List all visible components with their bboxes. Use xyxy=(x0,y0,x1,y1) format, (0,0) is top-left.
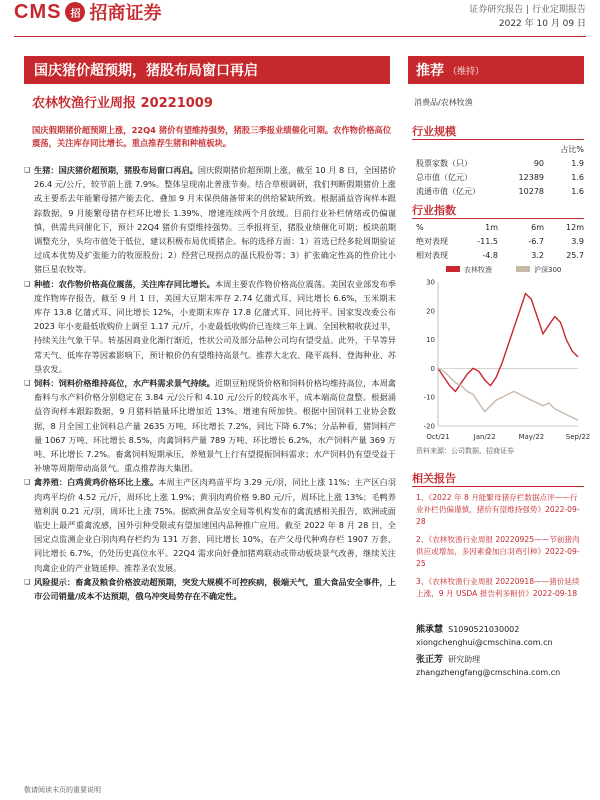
related-report[interactable]: 2、《农林牧渔行业周报 20220925——节前猪肉供应或增加，多因素叠加白羽鸡引种》2022-09-25 xyxy=(416,535,580,568)
index-title: 行业指数 xyxy=(412,204,456,217)
para-planting xyxy=(24,277,396,376)
para-text: 近期豆粕现货价格和饲料价格均维持高位，本周禽畜料与水产料价格分别稳定在 3.84 元/公斤和 4.10 元/公斤的较高水平，成本端高位盘整。根据涌益咨询样本跟踪数据，9 月猪料销量环比增加近 13%、增速有所加快。根据中国饲料工业协会数据，8 月全国工业饲料总产量 2635 万吨，环比增长 7.2%，同比下降 6.7%；分品种看，猪饲料产量 1067 万吨、环比增长 8.5%，肉禽饲料产量 789 万吨、环比增长 6.2%，水产饲料产量 369 万吨、环比增长 7.2%。畜禽饲料短期承压，养殖景气上行有望提振饲料需求；水产饲料仍有望受益于补塘等周期带动高景气。重点推荐海大集团。 xyxy=(34,378,396,474)
logo-en: CMS xyxy=(14,0,62,23)
cms-logo xyxy=(14,0,161,24)
index-key: 绝对表现 xyxy=(416,236,448,246)
x-tick-label: May/22 xyxy=(518,433,545,441)
x-tick-label: Oct/21 xyxy=(426,433,450,441)
industry-scale-title: 行业规模 xyxy=(412,125,456,138)
index-row xyxy=(416,248,584,262)
index-table xyxy=(416,220,584,262)
index-header: 12m xyxy=(566,222,584,232)
logo-cn: 招商证券 xyxy=(89,3,162,24)
scale-table xyxy=(416,142,584,198)
para-text: 国庆假期猪价超预期上涨，截至 10 月 8 日，全国猪价 26.4 元/公斤，较节前上涨 7.9%。整体呈现南北普涨节奏。结合草根调研，我们判断假期猪价上涨或主要系去年能繁母猪产能去化、叠加 9 月末保供储备带来的供给紧缺所致。根据涌益咨询样本跟踪数据，9 月能繁母猪存栏环比增长 1.39%、增速连续两个月放缓。目前行业补栏情绪或仍偏谨慎，供需共同催化下，预计 22Q4 猪价有望维持强势。三季报将至，猪股业绩催化可期；板块前期调整充分，头均市值处于低位，建议积极布局优质猪企。标的选择方面：1）首选已经多轮周期验证过成本优势及扩张能力的牧原股份；2）经营已现拐点的温氏股份等；3）扩张确定性高的性价比小猪巨星农牧等。 xyxy=(34,165,396,275)
analyst-2 xyxy=(416,652,584,677)
legend-label: 沪深300 xyxy=(534,266,562,274)
report-title: 国庆猪价超预期，猪股布局窗口再启 xyxy=(24,56,390,84)
y-tick-label: 0 xyxy=(430,364,435,373)
scale-row xyxy=(416,170,584,184)
analyst-email[interactable]: zhangzhengfang@cmschina.com.cn xyxy=(416,668,561,677)
index-header: 1m xyxy=(485,222,498,232)
index-row xyxy=(416,234,584,248)
related-title: 相关报告 xyxy=(412,472,456,485)
para-feed xyxy=(24,376,396,475)
scale-header-row xyxy=(416,142,584,156)
chart-series xyxy=(438,294,578,421)
para-poultry xyxy=(24,475,396,574)
scale-value: 90 xyxy=(533,158,544,168)
index-header-row xyxy=(416,220,584,234)
section-divider xyxy=(412,486,584,487)
index-value: 25.7 xyxy=(566,250,584,260)
para-text: 畜禽及粮食价格波动超预期，突发大规模不可控疾病，极端天气，重大食品安全事件，上市公司销量/成本不达预期，俄乌冲突局势存在不确定性。 xyxy=(34,576,396,602)
index-header: % xyxy=(416,222,424,232)
related-reports xyxy=(416,492,584,606)
para-text: 本周主要农作物价格高位震荡。美国农业部发布季度作物库存报告，截至 9 月 1 日，美国大豆期末库存 2.74 亿蒲式耳、同比增长 6.6%，玉米期末库存 13.8 亿蒲式耳、同比增长 12%，小麦期末库存 17.8 亿蒲式耳、同比持平。国家发改委公布 2023 年小麦最低收购价上调至 1.17 元/斤，小麦最低收购价已连续三年上调。全国秋粮收获过半，持续关注气象干旱。转基因商业化渐行渐近，性状公司及部分品种公司均有望受益。此外，干旱等异常天气、低库存等因素影响下，预计粮价仍有望维持高景气。推荐大北农、隆平高科、登海种业、苏垦农发。 xyxy=(34,278,396,374)
rating-banner xyxy=(408,56,584,84)
y-tick-label: 20 xyxy=(426,307,435,316)
header-divider xyxy=(14,36,586,37)
scale-value: 10278 xyxy=(518,186,544,196)
report-body xyxy=(24,163,396,603)
para-head: 风险提示： xyxy=(34,576,76,587)
logo-badge-icon: 招 xyxy=(65,2,85,22)
index-value: 3.9 xyxy=(571,236,584,246)
category: 消费品/农林牧渔 xyxy=(414,98,473,107)
para-head: 饲料：饲料价格维持高位，水产料需求景气持续。 xyxy=(34,378,216,389)
chart-legend xyxy=(446,265,561,274)
section-divider xyxy=(412,218,584,219)
index-header: 6m xyxy=(531,222,544,232)
legend-label: 农林牧渔 xyxy=(464,266,492,274)
index-value: -11.5 xyxy=(477,236,498,246)
series-line-农林牧渔 xyxy=(438,294,578,392)
y-tick-label: 10 xyxy=(426,336,435,345)
scale-key: 股票家数（只） xyxy=(416,158,472,168)
para-risk xyxy=(24,575,396,603)
rating-note: （维持） xyxy=(448,66,485,77)
scale-row xyxy=(416,156,584,170)
summary: 国庆假期猪价超预期上涨，22Q4 猪价有望维持强势，猪股三季报业绩催化可期。农作物价格高位震荡，关注库存同比增长。重点推荐生猪和种植板块。 xyxy=(32,125,392,148)
scale-pct: 1.6 xyxy=(571,172,584,182)
para-hog xyxy=(24,163,396,277)
report-subtitle: 农林牧渔行业周报 20221009 xyxy=(32,96,213,111)
y-tick-label: 30 xyxy=(426,278,435,287)
para-head: 种植：农作物价格高位震荡，关注库存同比增长。 xyxy=(34,278,216,289)
footer-note: 敬请阅读末页的重要说明 xyxy=(24,786,101,794)
analyst-role: 研究助理 xyxy=(448,655,481,664)
y-tick-label: -20 xyxy=(423,422,435,431)
analyst-name: 熊承慧 xyxy=(416,625,444,635)
index-chart-svg xyxy=(416,262,591,444)
related-report[interactable]: 1、《2022 年 8 月能繁母猪存栏数据点评——行业补栏仍偏谨慎，猪价有望维持强势》2022-09-28 xyxy=(416,493,580,526)
scale-key: 流通市值（亿元） xyxy=(416,186,480,196)
chart-source: 资料来源：公司数据、招商证券 xyxy=(416,447,514,455)
scale-header: 占比% xyxy=(560,144,584,154)
y-tick-label: -10 xyxy=(423,393,435,402)
legend-swatch xyxy=(446,266,460,272)
related-report[interactable]: 3、《农林牧渔行业周报 20220918——猪价延续上涨，9 月 USDA 报告利多粮价》2022-09-18 xyxy=(416,577,580,598)
analyst-email[interactable]: xiongchenghui@cmschina.com.cn xyxy=(416,638,553,647)
report-type: 证券研究报告 | 行业定期报告 xyxy=(469,5,586,15)
analyst-name: 张正芳 xyxy=(416,655,444,665)
scale-pct: 1.9 xyxy=(571,158,584,168)
chart-axes xyxy=(424,279,591,442)
index-value: -4.8 xyxy=(482,250,498,260)
rating-label: 推荐 xyxy=(416,63,444,79)
index-value: 3.2 xyxy=(531,250,544,260)
scale-row xyxy=(416,184,584,198)
report-date: 2022 年 10 月 09 日 xyxy=(498,19,586,29)
analyst-id: S1090521030002 xyxy=(448,625,520,634)
analyst-1 xyxy=(416,622,584,647)
legend-swatch xyxy=(516,266,530,272)
para-text: 本周主产区肉鸡苗平均 3.29 元/羽，同比上涨 11%；主产区白羽肉鸡平均价 4.52 元/斤，周环比上涨 1.9%；黄羽肉鸡价格 9.80 元/斤，周环比上涨 13%；毛鸭养殖利润 0.21 元/羽，周环比上涨 75%。据欧洲食品安全局等机构发布的禽流感相关报告，欧洲或面临史上最严重禽流感，国外引种受限或有望加速国内品种推广应用。截至 2022 年 8 月 28 日，全国定点监测企业白羽肉鸡存栏约为 131 万套、同比增长 10%，在产父母代种鸡存栏 1907 万套、同比增长 6.7%，仍处历史高位水平。22Q4 需求向好叠加猪鸡联动或带动板块景气改善，继续关注肉禽企业的产业链延伸。推荐圣农发展。 xyxy=(34,477,396,573)
index-value: -6.7 xyxy=(528,236,544,246)
para-head: 禽养殖：白鸡黄鸡价格环比上涨。 xyxy=(34,477,159,488)
index-chart xyxy=(416,262,591,444)
section-divider xyxy=(412,139,584,140)
scale-key: 总市值（亿元） xyxy=(416,172,472,182)
x-tick-label: Jan/22 xyxy=(473,433,496,441)
scale-value: 12389 xyxy=(518,172,544,182)
x-tick-label: Sep/22 xyxy=(565,433,591,441)
para-head: 生猪：国庆猪价超预期，猪股布局窗口再启。 xyxy=(34,165,198,175)
index-key: 相对表现 xyxy=(416,250,448,260)
scale-pct: 1.6 xyxy=(571,186,584,196)
series-line-沪深300 xyxy=(438,368,578,420)
